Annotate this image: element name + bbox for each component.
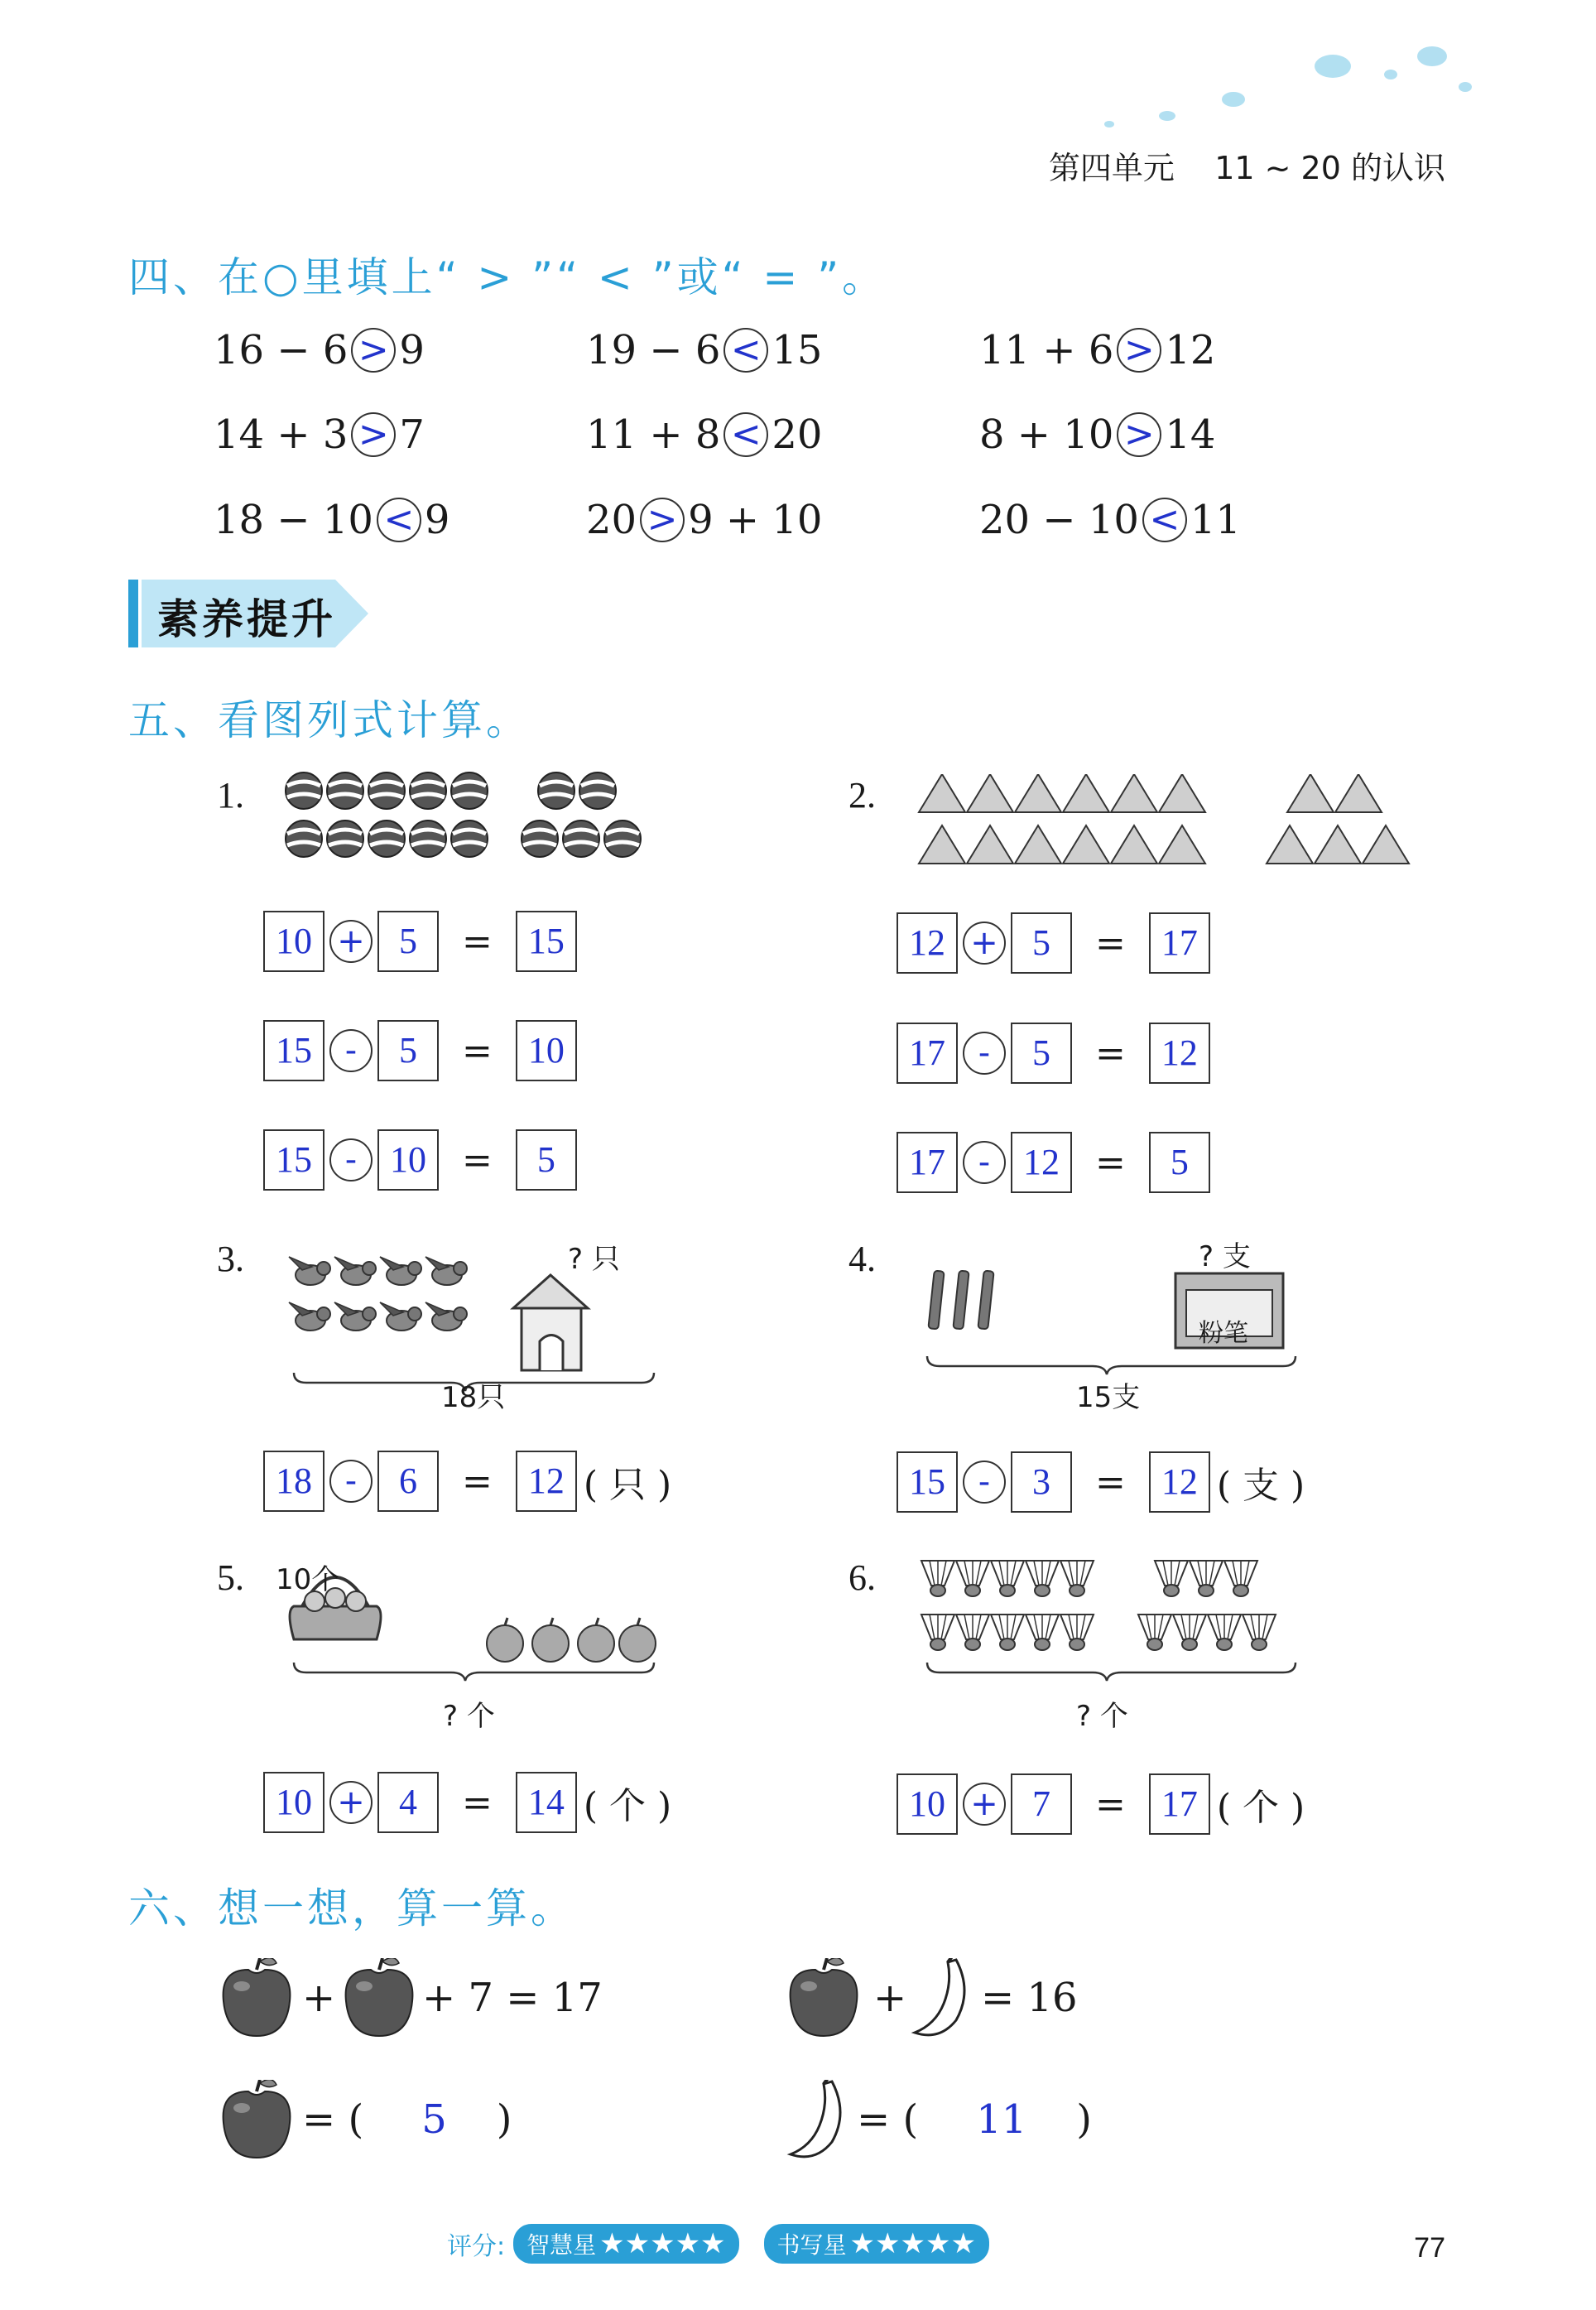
page-header — [1049, 142, 1445, 188]
equals-sign: = — [462, 1138, 493, 1181]
comparison-left: 14 + 3 — [214, 411, 349, 458]
chalk-box-label: 粉笔 — [1199, 1319, 1248, 1348]
fruit-eq-2-plus: + — [873, 1975, 907, 2021]
apple-answer-open: = ( — [302, 2096, 364, 2143]
equation-row — [263, 1451, 671, 1512]
result-box[interactable]: 12 — [516, 1451, 577, 1512]
section-5-title: 五、看图列式计算。 — [128, 696, 531, 744]
comparison-right: 15 — [772, 327, 823, 373]
comparison-item — [214, 411, 425, 458]
operand-b-box[interactable]: 4 — [377, 1772, 439, 1833]
problem-3-number: 3. — [217, 1239, 244, 1279]
banana-answer-close: ) — [1076, 2096, 1093, 2143]
comparison-answer-circle[interactable]: > — [1117, 412, 1161, 457]
equals-sign: = — [462, 1460, 493, 1503]
equation-row — [897, 1451, 1305, 1513]
operand-a-box[interactable]: 10 — [897, 1773, 958, 1835]
comparison-right: 11 — [1190, 497, 1241, 543]
comparison-right: 20 — [772, 411, 823, 458]
operator-circle[interactable]: + — [963, 1783, 1006, 1826]
triangles-illustration — [915, 774, 1428, 873]
apple-icon-answer — [215, 2080, 306, 2163]
wisdom-stars-icon: ★★★★★ — [599, 2227, 726, 2260]
operand-b-box[interactable]: 6 — [377, 1451, 439, 1512]
comparison-item — [214, 497, 449, 543]
equation-row — [897, 912, 1217, 974]
operand-a-box[interactable]: 18 — [263, 1451, 324, 1512]
bird-house-icon — [513, 1275, 588, 1370]
comparison-right: 14 — [1165, 411, 1216, 458]
operand-b-box[interactable]: 12 — [1011, 1132, 1072, 1193]
operand-b-box[interactable]: 7 — [1011, 1773, 1072, 1835]
fruit-eq-1-rest: + 7 = 17 — [422, 1975, 603, 2021]
balls-illustration — [273, 766, 671, 865]
problem-5-top-label: 10个 — [276, 1563, 340, 1596]
operand-b-box[interactable]: 5 — [1011, 912, 1072, 974]
unit-label: ( 支 ) — [1216, 1465, 1305, 1507]
problem-3-top-label: ? 只 — [568, 1243, 620, 1276]
score-footer — [447, 2224, 989, 2264]
writing-star-label: 书写星 — [776, 2231, 847, 2259]
equation-row — [897, 1773, 1305, 1835]
operand-b-box[interactable]: 10 — [377, 1129, 439, 1191]
operator-circle[interactable]: - — [329, 1460, 373, 1503]
result-box[interactable]: 17 — [1149, 912, 1210, 974]
comparison-left: 16 − 6 — [214, 327, 349, 373]
operator-circle[interactable]: + — [963, 922, 1006, 965]
fruit-eq-1-plus: + — [302, 1975, 336, 2021]
problem-3-total-label: 18只 — [441, 1381, 506, 1414]
section-6-title: 六、想一想，算一算。 — [128, 1884, 575, 1932]
equals-sign: = — [1095, 1032, 1126, 1075]
comparison-left: 11 + 8 — [586, 411, 721, 458]
operand-a-box[interactable]: 15 — [897, 1451, 958, 1513]
score-label: 评分: — [447, 2232, 506, 2261]
comparison-left: 18 − 10 — [214, 497, 373, 543]
comparison-answer-circle[interactable]: > — [1117, 328, 1161, 373]
operand-a-box[interactable]: 15 — [263, 1129, 324, 1191]
operator-circle[interactable]: - — [329, 1138, 373, 1181]
shuttlecocks-illustration — [915, 1557, 1312, 1689]
equation-row — [263, 1020, 584, 1081]
header-unit: 第四单元 — [1048, 150, 1175, 186]
comparison-item — [586, 411, 822, 458]
result-box[interactable]: 5 — [1149, 1132, 1210, 1193]
comparison-right: 9 — [424, 497, 450, 543]
equals-sign: = — [1095, 1461, 1126, 1504]
operator-circle[interactable]: + — [329, 920, 373, 963]
decorative-leaves — [1060, 25, 1490, 132]
comparison-item — [979, 327, 1215, 373]
comparison-item — [214, 327, 425, 373]
comparison-left: 8 + 10 — [979, 411, 1114, 458]
comparison-right: 12 — [1165, 327, 1216, 373]
equation-row — [897, 1023, 1217, 1084]
result-box[interactable]: 15 — [516, 911, 577, 972]
operator-circle[interactable]: - — [963, 1141, 1006, 1184]
operand-a-box[interactable]: 17 — [897, 1132, 958, 1193]
comparison-item — [979, 411, 1215, 458]
result-box[interactable]: 17 — [1149, 1773, 1210, 1835]
comparison-answer-circle[interactable]: > — [640, 498, 685, 542]
section-4-title: 四、在○里填上“ > ”“ < ”或“ = ”。 — [128, 253, 887, 301]
comparison-answer-circle[interactable]: < — [377, 498, 421, 542]
problem-5-total-label: ? 个 — [443, 1700, 495, 1733]
banana-answer-value: 11 — [976, 2096, 1027, 2143]
comparison-left: 20 − 10 — [979, 497, 1139, 543]
comparison-left: 11 + 6 — [979, 327, 1114, 373]
result-box[interactable]: 12 — [1149, 1451, 1210, 1513]
writing-stars-icon: ★★★★★ — [849, 2227, 976, 2260]
comparison-left: 20 — [586, 497, 637, 543]
operand-a-box[interactable]: 12 — [897, 912, 958, 974]
problem-5-number: 5. — [217, 1557, 244, 1598]
problem-6-number: 6. — [848, 1557, 876, 1598]
equation-row — [263, 1772, 671, 1833]
equals-sign: = — [462, 1029, 493, 1072]
comparison-answer-circle[interactable]: > — [351, 412, 396, 457]
operand-b-box[interactable]: 5 — [1011, 1023, 1072, 1084]
equation-row — [263, 1129, 584, 1191]
comparison-right: 7 — [399, 411, 425, 458]
header-title: 11 ~ 20 的认识 — [1214, 150, 1445, 186]
comparison-item — [586, 327, 822, 373]
writing-star-pill — [764, 2224, 989, 2264]
result-box[interactable]: 14 — [516, 1772, 577, 1833]
banana-answer — [857, 2096, 1092, 2143]
operand-b-box[interactable]: 5 — [377, 1020, 439, 1081]
equals-sign: = — [1095, 922, 1126, 965]
comparison-item — [979, 497, 1241, 543]
problem-2-number: 2. — [848, 775, 876, 816]
result-box[interactable]: 10 — [516, 1020, 577, 1081]
equals-sign: = — [462, 1781, 493, 1824]
unit-label: ( 个 ) — [1216, 1787, 1305, 1829]
unit-label: ( 只 ) — [583, 1464, 672, 1506]
problem-1-number: 1. — [217, 775, 244, 816]
operand-b-box[interactable]: 5 — [377, 911, 439, 972]
operator-circle[interactable]: - — [963, 1032, 1006, 1075]
comparison-right: 9 + 10 — [688, 497, 823, 543]
result-box[interactable]: 12 — [1149, 1023, 1210, 1084]
equation-row — [263, 911, 584, 972]
equation-row — [897, 1132, 1217, 1193]
problem-6-total-label: ? 个 — [1076, 1700, 1128, 1733]
result-box[interactable]: 5 — [516, 1129, 577, 1191]
apple-answer — [302, 2096, 512, 2143]
wisdom-star-pill — [513, 2224, 738, 2264]
page-number: 77 — [1414, 2232, 1445, 2264]
fruit-eq-2-rest: = 16 — [981, 1975, 1078, 2021]
comparison-left: 19 − 6 — [586, 327, 721, 373]
equals-sign: = — [462, 920, 493, 963]
comparison-answer-circle[interactable]: < — [723, 328, 768, 373]
comparison-answer-circle[interactable]: > — [351, 328, 396, 373]
operand-a-box[interactable]: 15 — [263, 1020, 324, 1081]
problem-4-number: 4. — [848, 1239, 876, 1279]
unit-label: ( 个 ) — [583, 1785, 672, 1827]
operator-circle[interactable]: - — [329, 1029, 373, 1072]
wisdom-star-label: 智慧星 — [526, 2231, 597, 2259]
problem-4-top-label: ? 支 — [1199, 1240, 1251, 1273]
banana-answer-open: = ( — [857, 2096, 919, 2143]
comparison-answer-circle[interactable]: < — [723, 412, 768, 457]
operand-b-box[interactable]: 3 — [1011, 1451, 1072, 1513]
operand-a-box[interactable]: 10 — [263, 911, 324, 972]
equals-sign: = — [1095, 1783, 1126, 1826]
comparison-right: 9 — [399, 327, 425, 373]
banner-title: 素养提升 — [157, 595, 336, 643]
operand-a-box[interactable]: 17 — [897, 1023, 958, 1084]
operator-circle[interactable]: - — [963, 1461, 1006, 1504]
problem-4-total-label: 15支 — [1076, 1381, 1141, 1414]
apple-answer-close: ) — [496, 2096, 512, 2143]
operator-circle[interactable]: + — [329, 1781, 373, 1824]
apple-answer-value: 5 — [421, 2096, 447, 2143]
comparison-answer-circle[interactable]: < — [1142, 498, 1187, 542]
operand-a-box[interactable]: 10 — [263, 1772, 324, 1833]
equals-sign: = — [1095, 1141, 1126, 1184]
comparison-item — [586, 497, 822, 543]
